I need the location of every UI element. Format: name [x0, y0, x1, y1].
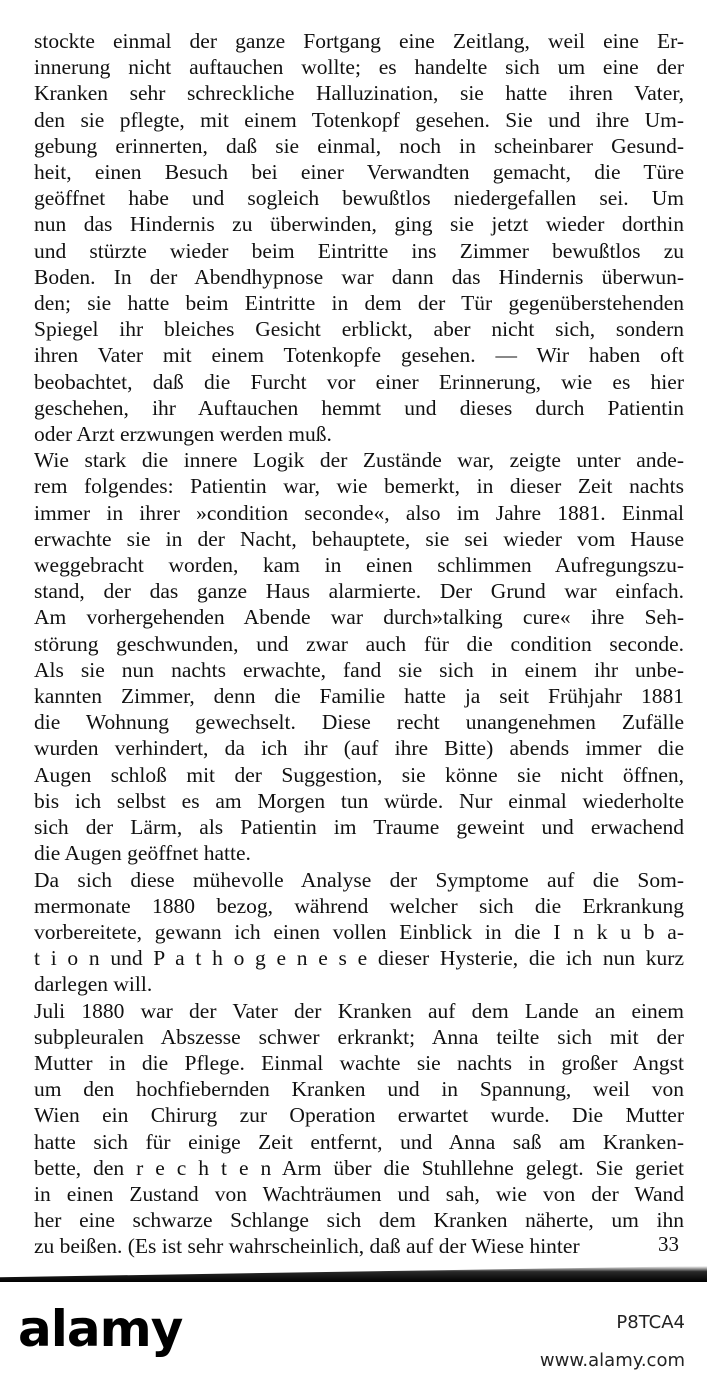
text-line: stand, der das ganze Haus alarmierte. Der Grund war einfach. [34, 579, 684, 604]
text-line: bis ich selbst es am Morgen tun würde. Nur einmal wiederholte [34, 788, 684, 813]
text-line: Da sich diese mühevolle Analyse der Symptome auf die Som- [34, 867, 684, 892]
text-line: die Wohnung gewechselt. Diese recht unangenehmen Zufälle [34, 710, 684, 735]
page-number: 33 [658, 1232, 679, 1256]
text-line: hatte sich für einige Zeit entfernt, und Anna saß am Kranken- [34, 1129, 684, 1154]
text-line: kannten Zimmer, denn die Familie hatte ja seit Frühjahr 1881 [34, 684, 684, 709]
text-line: erwachte sie in der Nacht, behauptete, sie sei wieder vom Hause [34, 526, 684, 551]
text-line: sich der Lärm, als Patientin im Traume geweint und erwachend [34, 815, 684, 840]
paragraph [34, 28, 684, 447]
text-line: störung geschwunden, und zwar auch für die condition seconde. [34, 631, 684, 656]
text-line: Kranken sehr schreckliche Halluzination, sie hatte ihren Vater, [34, 81, 684, 106]
site-url: www.alamy.com [539, 1350, 685, 1371]
text-line: Spiegel ihr bleiches Gesicht erblickt, aber nicht sich, sondern [34, 317, 684, 342]
body-text [34, 28, 684, 1260]
text-line: weggebracht worden, kam in einen schlimmen Aufregungszu- [34, 553, 684, 578]
text-line: den; sie hatte beim Eintritte in dem der Tür gegenüberstehenden [34, 291, 684, 316]
text-line: wurden verhindert, da ich ihr (auf ihre Bitte) abends immer die [34, 736, 684, 761]
text-line: Boden. In der Abendhypnose war dann das Hindernis überwun- [34, 264, 684, 289]
text-line: her eine schwarze Schlange sich dem Kranken näherte, um ihn [34, 1208, 684, 1233]
text-line: rem folgendes: Patientin war, wie bemerkt, in dieser Zeit nachts [34, 474, 684, 499]
text-line: nun das Hindernis zu überwinden, ging sie jetzt wieder dorthin [34, 212, 684, 237]
text-line: gebung erinnerten, daß sie einmal, noch in scheinbarer Gesund- [34, 133, 684, 158]
text-line: oder Arzt erzwungen werden muß. [34, 422, 332, 447]
text-line: geöffnet habe und sogleich bewußtlos niedergefallen sei. Um [34, 186, 684, 211]
text-line: Am vorhergehenden Abende war durch»talking cure« ihre Seh- [34, 605, 684, 630]
image-id: P8TCA4 [616, 1312, 685, 1333]
text-line: Augen schloß mit der Suggestion, sie könne sie nicht öffnen, [34, 762, 684, 787]
text-line: bette, den r e c h t e n Arm über die Stuhllehne gelegt. Sie geriet [34, 1155, 684, 1180]
brand-logo: alamy [18, 1300, 183, 1358]
text-line: mermonate 1880 bezog, während welcher sich die Erkrankung [34, 893, 684, 918]
text-line: beobachtet, daß die Furcht vor einer Erinnerung, wie es hier [34, 369, 684, 394]
text-line: Wien ein Chirurg zur Operation erwartet wurde. Die Mutter [34, 1103, 684, 1128]
text-line: immer in ihrer »condition seconde«, also im Jahre 1881. Einmal [34, 500, 684, 525]
text-line: Wie stark die innere Logik der Zustände war, zeigte unter ande- [34, 448, 684, 473]
text-line: stockte einmal der ganze Fortgang eine Zeitlang, weil eine Er- [34, 29, 684, 53]
text-line: t i o n und P a t h o g e n e s e dieser Hysterie, die ich nun kurz [34, 946, 684, 971]
text-line: in einen Zustand von Wachträumen und sah, wie von der Wand [34, 1181, 684, 1206]
text-line: und stürzte wieder beim Eintritte ins Zimmer bewußtlos zu [34, 238, 684, 263]
text-line: den sie pflegte, mit einem Totenkopf gesehen. Sie und ihre Um- [34, 107, 684, 132]
paragraph [34, 998, 684, 1260]
text-line: ihren Vater mit einem Totenkopfe gesehen. — Wir haben oft [34, 343, 684, 368]
text-line: heit, einen Besuch bei einer Verwandten gemacht, die Türe [34, 160, 684, 185]
text-line: Mutter in die Pflege. Einmal wachte sie nachts in großer Angst [34, 1050, 684, 1075]
text-line: Juli 1880 war der Vater der Kranken auf dem Lande an einem [34, 998, 684, 1023]
text-line: geschehen, ihr Auftauchen hemmt und dieses durch Patientin [34, 395, 684, 420]
text-line: darlegen will. [34, 972, 153, 997]
text-line: um den hochfiebernden Kranken und in Spannung, weil von [34, 1077, 684, 1102]
text-line: zu beißen. (Es ist sehr wahrscheinlich, daß auf der Wiese hinter [34, 1234, 580, 1259]
text-line: Als sie nun nachts erwachte, fand sie sich in einem ihr unbe- [34, 657, 684, 682]
paragraph [34, 867, 684, 998]
paragraph [34, 447, 684, 866]
text-line: innerung nicht auftauchen wollte; es handelte sich um eine der [34, 55, 684, 80]
text-line: vorbereitete, gewann ich einen vollen Einblick in die I n k u b a- [34, 919, 684, 944]
text-line: die Augen geöffnet hatte. [34, 841, 251, 866]
text-line: subpleuralen Abszesse schwer erkrankt; Anna teilte sich mit der [34, 1024, 684, 1049]
